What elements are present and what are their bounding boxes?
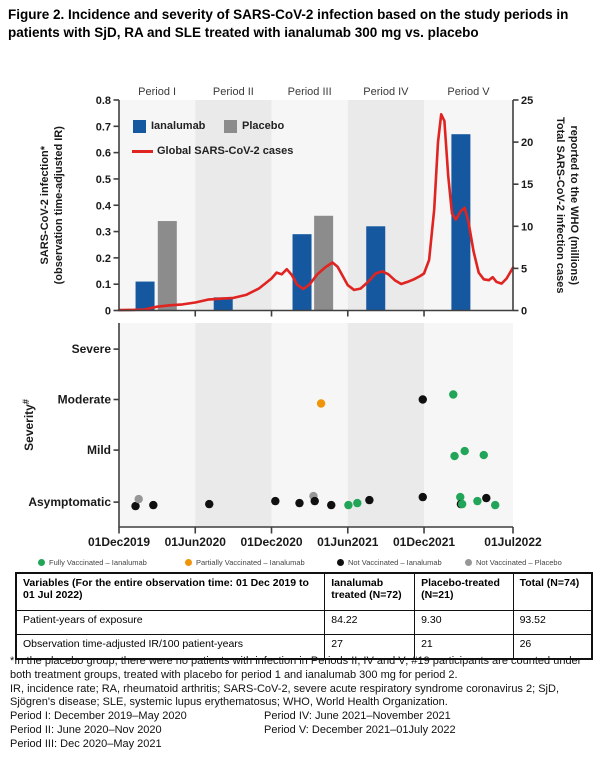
not-vaccinated-placebo-label: Not Vaccinated – Placebo xyxy=(476,558,562,567)
scatter-point-fully xyxy=(344,501,352,509)
date-tick-label: 01Jun2020 xyxy=(164,535,226,549)
severity-tick-label: Severe xyxy=(71,342,111,357)
table-cell: 9.30 xyxy=(415,611,513,635)
scatter-point-partially xyxy=(317,399,325,407)
scatter-point-not_ianalumab xyxy=(419,493,427,501)
period-band-lower xyxy=(119,323,195,527)
severity-tick-label: Asymptomatic xyxy=(28,495,111,510)
partially-vaccinated-label: Partially Vaccinated – Ianalumab xyxy=(196,558,305,567)
scatter-point-fully xyxy=(491,501,499,509)
period-label: Period I xyxy=(138,86,177,98)
severity-tick-label: Mild xyxy=(87,443,111,458)
upper-ylabel-line1: SARS-CoV-2 infection* xyxy=(39,145,51,265)
period-label: Period III xyxy=(287,86,332,98)
table-header-total: Total (N=74) xyxy=(513,573,592,611)
bar-ianalumab-period-I xyxy=(136,282,155,311)
y-tick-label: 0.5 xyxy=(95,173,111,186)
footnote-period-1: Period I: December 2019–May 2020 xyxy=(10,710,187,723)
period-band-lower xyxy=(348,323,424,527)
table-header-placebo: Placebo-treated (N=21) xyxy=(415,573,513,611)
global-cases-legend-label: Global SARS-CoV-2 cases xyxy=(157,145,294,157)
footnote-period-3: Period III: Dec 2020–May 2021 xyxy=(10,737,162,750)
footnote-period-2: Period II: June 2020–Nov 2020 xyxy=(10,723,162,736)
scatter-point-not_ianalumab xyxy=(365,496,373,504)
upper-y2label-line2: reported to the WHO (millions) xyxy=(568,125,580,285)
y2-tick-label: 10 xyxy=(521,221,534,234)
fully-vaccinated-dot xyxy=(38,559,45,566)
table-cell: 21 xyxy=(415,635,513,660)
table-cell: Patient-years of exposure xyxy=(16,611,325,635)
upper-ylabel-line2: (observation time-adjusted IR) xyxy=(53,126,65,285)
not-vaccinated-ianalumab-dot xyxy=(337,559,344,566)
fully-vaccinated-label: Fully Vaccinated – Ianalumab xyxy=(49,558,147,567)
footnote-periods xyxy=(10,710,598,751)
footnote-abbreviations: IR, incidence rate; RA, rheumatoid arthritis; SARS-CoV-2, severe acute respiratory syndrome coronavirus 2; SjD, Sjögren's disease; SLE, systemic lupus erythematosus; WHO, World Health Organization. xyxy=(10,682,560,709)
scatter-point-fully xyxy=(458,500,466,508)
date-tick-label: 01Dec2019 xyxy=(87,535,151,549)
scatter-point-not_ianalumab xyxy=(482,494,490,502)
table-header-row xyxy=(16,573,592,611)
table-header-variables: Variables (For the entire observation time: 01 Dec 2019 to 01 Jul 2022) xyxy=(16,573,325,611)
bar-ianalumab-period-III xyxy=(293,234,312,310)
table-cell: 27 xyxy=(325,635,415,660)
y2-tick-label: 15 xyxy=(521,179,534,192)
ianalumab-legend-swatch xyxy=(133,120,146,133)
scatter-point-not_ianalumab xyxy=(205,500,213,508)
not-vaccinated-placebo-dot xyxy=(465,559,472,566)
upper-y2label-line1: Total SARS-CoV-2 infection cases xyxy=(554,117,566,294)
scatter-point-fully xyxy=(353,499,361,507)
y-tick-label: 0.6 xyxy=(95,147,111,160)
placebo-legend-swatch xyxy=(224,120,237,133)
placebo-legend-label: Placebo xyxy=(242,120,285,132)
scatter-point-fully xyxy=(449,390,457,398)
y-tick-label: 0 xyxy=(104,305,111,318)
scatter-point-not_ianalumab xyxy=(327,501,335,509)
scatter-point-fully xyxy=(450,452,458,460)
period-label: Period V xyxy=(447,86,490,98)
table-cell: 93.52 xyxy=(513,611,592,635)
table-header-ianalumab: Ianalumab treated (N=72) xyxy=(325,573,415,611)
scatter-point-not_ianalumab xyxy=(271,497,279,505)
footnote-period-5: Period V: December 2021–01July 2022 xyxy=(264,723,456,736)
scatter-point-not_placebo xyxy=(135,495,143,503)
partially-vaccinated-dot xyxy=(185,559,192,566)
not-vaccinated-ianalumab-label: Not Vaccinated – Ianalumab xyxy=(348,558,442,567)
date-tick-label: 01Jul2022 xyxy=(484,535,542,549)
footnote-periods-right xyxy=(264,710,598,751)
period-band-lower xyxy=(424,323,513,527)
scatter-point-fully xyxy=(480,451,488,459)
y2-tick-label: 20 xyxy=(521,137,534,150)
table-cell: 26 xyxy=(513,635,592,660)
period-band-lower xyxy=(195,323,271,527)
footnotes xyxy=(10,655,598,752)
summary-table xyxy=(15,572,593,660)
y-tick-label: 0.2 xyxy=(95,252,111,265)
date-tick-label: 01Jun2021 xyxy=(317,535,379,549)
scatter-point-not_ianalumab xyxy=(419,395,427,403)
global-cases-legend-line xyxy=(132,150,153,153)
period-label: Period IV xyxy=(363,86,409,98)
footnote-period-4: Period IV: June 2021–November 2021 xyxy=(264,710,451,723)
scatter-point-fully xyxy=(473,497,481,505)
footnote-asterisk: *In the placebo group, there were no patients with infection in Periods II, IV and V; #19 participants are counted under both treatment groups, treated with placebo for period 1 and ianalumab 300 mg for period 2. xyxy=(10,655,582,681)
y-tick-label: 0.8 xyxy=(95,95,111,107)
footnote-periods-left xyxy=(10,710,264,751)
table-cell: Observation time-adjusted IR/100 patient-years xyxy=(16,635,325,660)
y2-tick-label: 5 xyxy=(521,263,528,276)
figure-title: Figure 2. Incidence and severity of SARS-CoV-2 infection based on the study periods in patients with SjD, RA and SLE treated with ianalumab 300 mg vs. placebo xyxy=(8,7,569,40)
scatter-point-not_ianalumab xyxy=(149,501,157,509)
y2-tick-label: 25 xyxy=(521,95,534,107)
scatter-point-not_ianalumab xyxy=(295,499,303,507)
y-tick-label: 0.7 xyxy=(95,121,111,134)
scatter-point-not_ianalumab xyxy=(311,497,319,505)
severity-axis-label: Severity# xyxy=(21,399,36,451)
ianalumab-legend-label: Ianalumab xyxy=(151,120,206,132)
scatter-point-fully xyxy=(461,447,469,455)
date-tick-label: 01Dec2020 xyxy=(240,535,303,549)
date-tick-label: 01Dec2021 xyxy=(393,535,456,549)
bar-ianalumab-period-IV xyxy=(366,226,385,310)
y-tick-label: 0.1 xyxy=(95,279,111,292)
period-label: Period II xyxy=(212,86,254,98)
table-cell: 84.22 xyxy=(325,611,415,635)
y-tick-label: 0.4 xyxy=(95,200,111,213)
bar-placebo-period-I xyxy=(158,221,177,310)
y-tick-label: 0.3 xyxy=(95,226,111,239)
figure-chart-svg xyxy=(0,75,602,572)
severity-tick-label: Moderate xyxy=(57,392,111,407)
table-row xyxy=(16,611,592,635)
y2-tick-label: 0 xyxy=(521,305,528,318)
